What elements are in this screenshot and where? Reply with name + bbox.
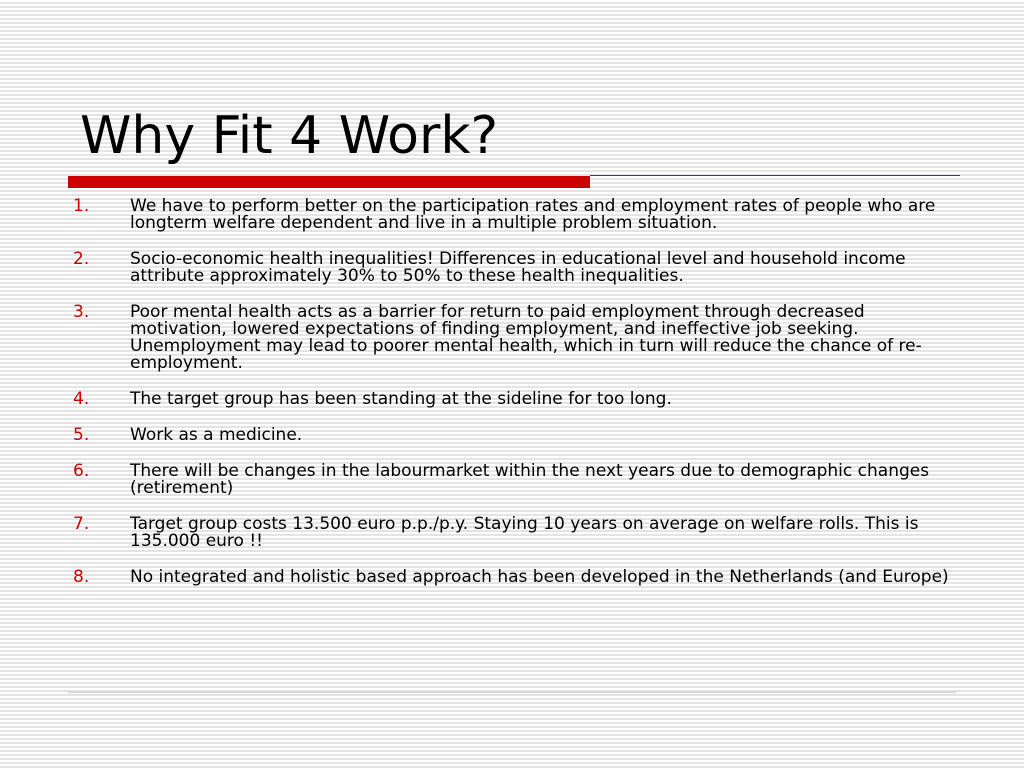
list-item-text: Target group costs 13.500 euro p.p./p.y. Staying 10 years on average on welfare rolls. This is 135.000 euro !! — [130, 514, 919, 551]
list-item — [0, 302, 1024, 372]
title-accent-bar — [68, 176, 590, 188]
list-item-number: 4. — [73, 389, 90, 409]
footer-divider-line — [68, 691, 956, 693]
list-item-text: We have to perform better on the participation rates and employment rates of people who are longterm welfare dependent and live in a multiple problem situation. — [130, 196, 936, 233]
title-divider-line — [590, 175, 960, 176]
list-item-number: 7. — [73, 514, 90, 534]
list-item — [0, 567, 1024, 586]
slide-title: Why Fit 4 Work? — [80, 106, 499, 166]
list-item-text: Socio-economic health inequalities! Differences in educational level and household income attribute approximately 30% to 50% to these health inequalities. — [130, 249, 906, 286]
list-item — [0, 249, 1024, 285]
list-item-text: Work as a medicine. — [130, 425, 303, 445]
list-item-number: 6. — [73, 461, 90, 481]
list-item-number: 8. — [73, 567, 90, 587]
list-item-number: 2. — [73, 249, 90, 269]
list-item — [0, 389, 1024, 408]
list-item-text: The target group has been standing at the sideline for too long. — [130, 389, 672, 409]
list-item-number: 3. — [73, 302, 90, 322]
list-item — [0, 425, 1024, 444]
list-item-text: No integrated and holistic based approach has been developed in the Netherlands (and Europe) — [130, 567, 949, 587]
list-item — [0, 461, 1024, 497]
list-item — [0, 196, 1024, 232]
list-item-number: 1. — [73, 196, 90, 216]
list-item — [0, 514, 1024, 550]
list-item-text: Poor mental health acts as a barrier for return to paid employment through decreased motivation, lowered expectations of finding employment, and ineffective job seeking. Unemployment may lead to poorer mental health, which in turn will reduce the chance of re-employment. — [130, 302, 922, 373]
list-item-number: 5. — [73, 425, 90, 445]
list-item-text: There will be changes in the labourmarket within the next years due to demographic changes (retirement) — [130, 461, 930, 498]
numbered-list — [0, 196, 1024, 603]
